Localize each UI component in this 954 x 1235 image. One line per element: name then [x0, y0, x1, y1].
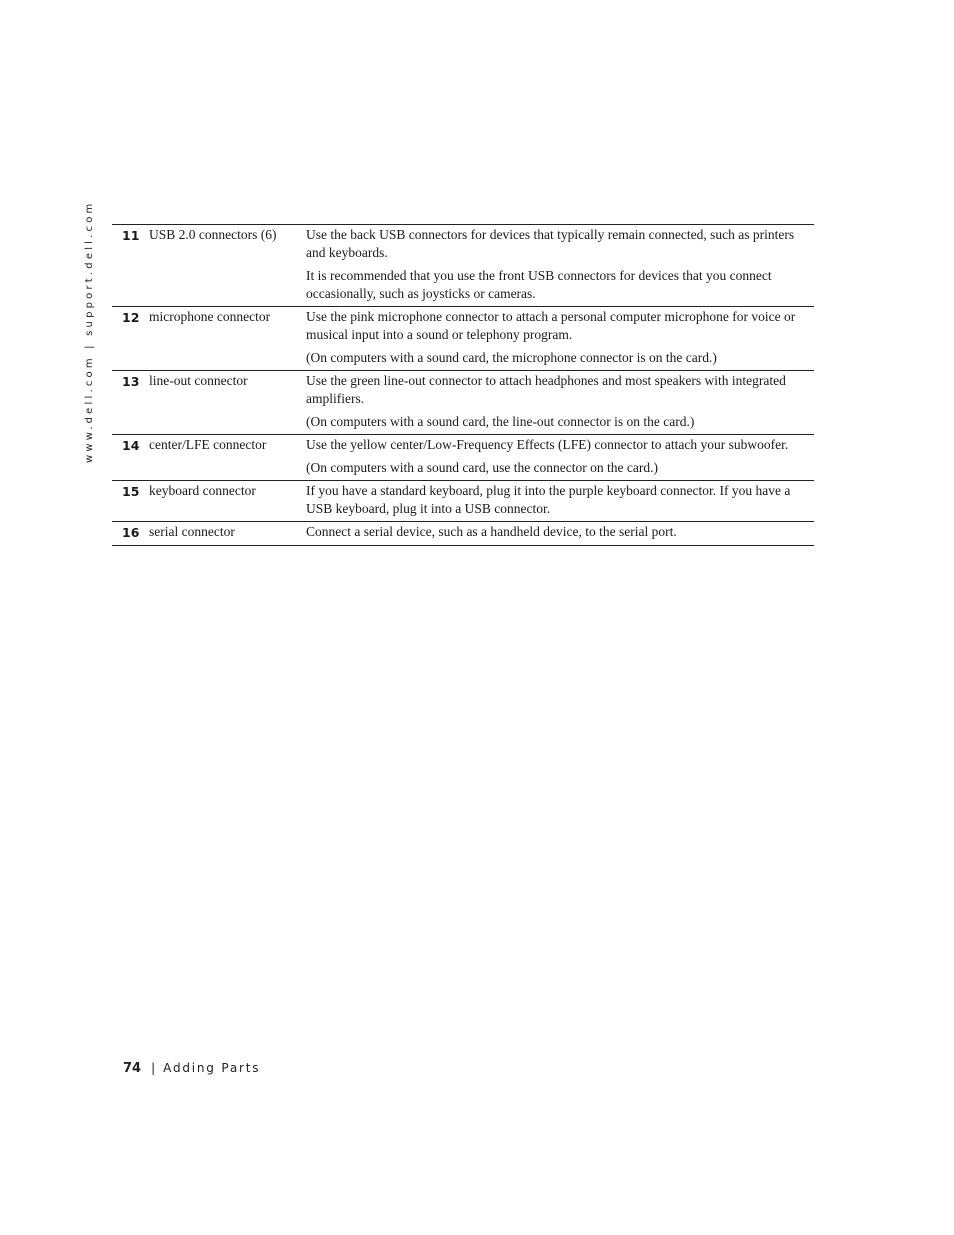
connector-name: keyboard connector	[149, 483, 256, 498]
connector-description	[306, 307, 814, 371]
description-paragraph: (On computers with a sound card, use the connector on the card.)	[306, 460, 659, 475]
section-title: Adding Parts	[163, 1061, 261, 1075]
connector-description	[306, 435, 814, 481]
connector-description	[306, 522, 814, 546]
side-url-text: www.dell.com | support.dell.com	[84, 200, 95, 463]
description-paragraph: Use the pink microphone connector to attach a personal computer microphone for voice or musical input into a sound or telephony program.	[306, 309, 796, 342]
description-paragraph: Use the back USB connectors for devices that typically remain connected, such as printers and keyboards.	[306, 227, 795, 260]
connector-name: serial connector	[149, 524, 235, 539]
page-footer	[123, 1061, 260, 1076]
connector-name: microphone connector	[149, 309, 271, 324]
table-row	[112, 371, 814, 435]
row-number: 11	[122, 228, 140, 243]
description-paragraph: (On computers with a sound card, the microphone connector is on the card.)	[306, 350, 717, 365]
connector-name: center/LFE connector	[149, 437, 267, 452]
row-number: 12	[122, 310, 140, 325]
table-row	[112, 225, 814, 307]
connector-name: line-out connector	[149, 373, 248, 388]
connector-description	[306, 225, 814, 307]
connector-name: USB 2.0 connectors (6)	[149, 227, 277, 242]
connector-table	[112, 224, 814, 546]
description-paragraph: Connect a serial device, such as a handheld device, to the serial port.	[306, 524, 677, 539]
table-row	[112, 522, 814, 546]
table-row	[112, 435, 814, 481]
row-number: 15	[122, 484, 140, 499]
connector-description	[306, 481, 814, 522]
footer-separator: |	[151, 1061, 156, 1075]
row-number: 13	[122, 374, 140, 389]
table-row	[112, 481, 814, 522]
row-number: 14	[122, 438, 140, 453]
table-row	[112, 307, 814, 371]
description-paragraph: It is recommended that you use the front USB connectors for devices that you connect occasionally, such as joysticks or cameras.	[306, 268, 772, 301]
description-paragraph: If you have a standard keyboard, plug it into the purple keyboard connector. If you have a USB keyboard, plug it into a USB connector.	[306, 483, 791, 516]
description-paragraph: Use the green line-out connector to attach headphones and most speakers with integrated amplifiers.	[306, 373, 786, 406]
description-paragraph: (On computers with a sound card, the line-out connector is on the card.)	[306, 414, 695, 429]
connector-description	[306, 371, 814, 435]
description-paragraph: Use the yellow center/Low-Frequency Effects (LFE) connector to attach your subwoofer.	[306, 437, 789, 452]
page-number: 74	[123, 1061, 142, 1076]
row-number: 16	[122, 525, 140, 540]
